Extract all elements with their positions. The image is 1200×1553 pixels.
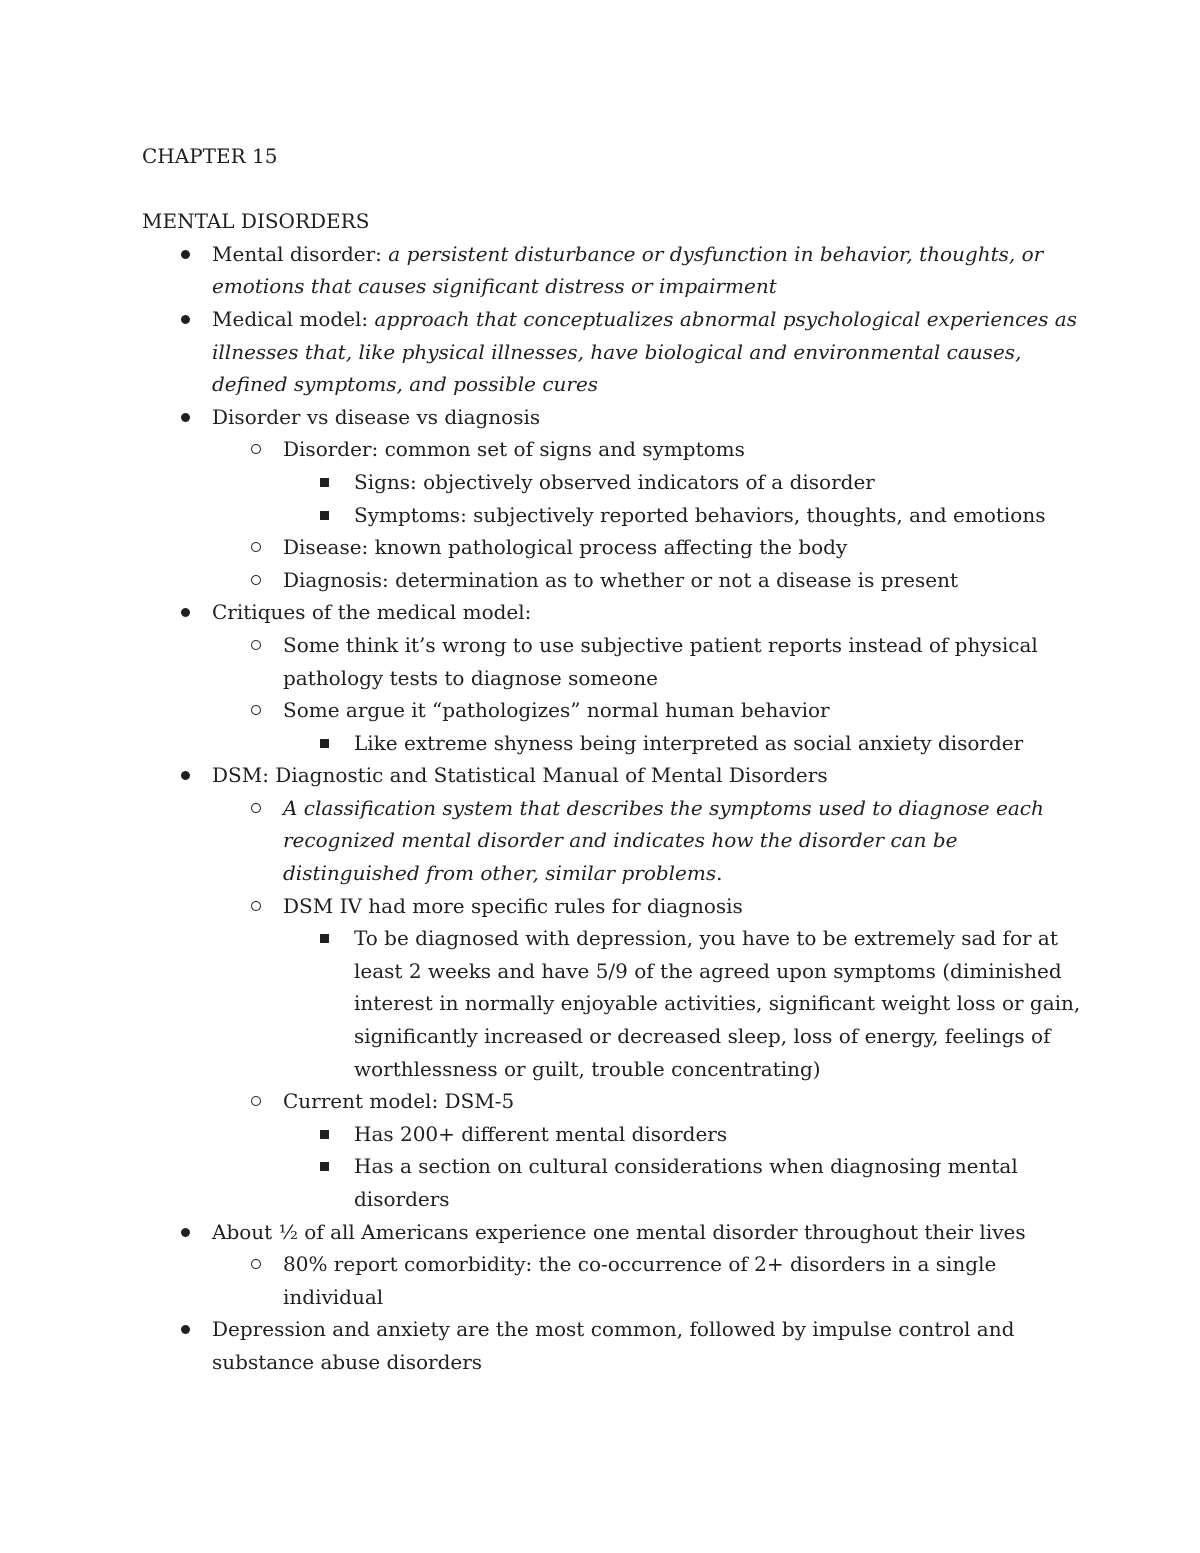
term-label: Medical model: [212, 306, 369, 331]
sub-sub-list [354, 1118, 1082, 1216]
sub-sub-item-signs: Signs: objectively observed indicators of a disorder [283, 466, 1082, 499]
sub-sub-item-symptoms: Symptoms: subjectively reported behaviors, thoughts, and emotions [283, 499, 1082, 532]
list-item-text: Disorder vs disease vs diagnosis [212, 404, 541, 429]
dsm-definition-period: . [716, 861, 723, 886]
sub-sub-list [354, 466, 1082, 531]
sub-item-pathologizes [212, 694, 1082, 759]
list-item-prevalence [142, 1216, 1082, 1314]
list-item-mental-disorder [142, 238, 1082, 303]
list-item-text: About ½ of all Americans experience one mental disorder throughout their lives [212, 1219, 1026, 1244]
sub-sub-item-depression-criteria: To be diagnosed with depression, you have to be extremely sad for at least 2 weeks and have 5/9 of the agreed upon symptoms (diminished interest in normally enjoyable activities, significant weight loss or gain, significantly increased or decreased sleep, loss of energy, feelings of worthlessness or guilt, trouble concentrating) [283, 922, 1082, 1085]
sub-item-comorbidity: 80% report comorbidity: the co-occurrence of 2+ disorders in a single individual [212, 1248, 1082, 1313]
sub-item-dsm-definition [212, 792, 1082, 890]
sub-item-diagnosis: Diagnosis: determination as to whether or not a disease is present [212, 564, 1082, 597]
list-item-text: Disorder: common set of signs and symptoms [283, 437, 745, 462]
term-definition: approach that conceptualizes abnormal psychological experiences as illnesses that, like physical illnesses, have biological and environmental causes, defined symptoms, and possible cures [212, 306, 1077, 397]
list-item-text: DSM: Diagnostic and Statistical Manual of Mental Disorders [212, 763, 828, 788]
document-body [142, 140, 1082, 1379]
list-item-text: Current model: DSM-5 [283, 1089, 515, 1114]
term-definition: a persistent disturbance or dysfunction in behavior, thoughts, or emotions that causes significant distress or impairment [212, 241, 1044, 299]
list-item-dsm [142, 759, 1082, 1215]
sub-list [282, 1248, 1082, 1313]
list-item-disorder-vs [142, 401, 1082, 597]
section-title: MENTAL DISORDERS [142, 209, 370, 234]
list-item-most-common: Depression and anxiety are the most common, followed by impulse control and substance abuse disorders [142, 1313, 1082, 1378]
sub-item-subjective-reports: Some think it’s wrong to use subjective patient reports instead of physical pathology tests to diagnose someone [212, 629, 1082, 694]
chapter-heading: CHAPTER 15 [142, 144, 278, 168]
main-bullet-list [142, 238, 1082, 1379]
sub-item-dsm-iv [212, 890, 1082, 1086]
list-item-medical-model [142, 303, 1082, 401]
sub-sub-list [354, 727, 1082, 760]
list-item-critiques [142, 596, 1082, 759]
sub-sub-list [354, 922, 1082, 1085]
sub-item-disorder [212, 433, 1082, 531]
dsm-definition-text: A classification system that describes the symptoms used to diagnose each recognized mental disorder and indicates how the disorder can be distinguished from other, similar problems [283, 795, 1044, 886]
sub-list [282, 792, 1082, 1216]
sub-list [282, 629, 1082, 759]
list-item-text: Critiques of the medical model: [212, 600, 532, 625]
sub-item-current-model [212, 1085, 1082, 1215]
sub-list [282, 433, 1082, 596]
sub-sub-item-cultural-section: Has a section on cultural considerations when diagnosing mental disorders [283, 1150, 1082, 1215]
sub-item-disease: Disease: known pathological process affecting the body [212, 531, 1082, 564]
sub-sub-item-shyness: Like extreme shyness being interpreted as social anxiety disorder [283, 727, 1082, 760]
term-label: Mental disorder: [212, 241, 382, 266]
sub-sub-item-200-disorders: Has 200+ different mental disorders [283, 1118, 1082, 1151]
list-item-text: Some argue it “pathologizes” normal human behavior [283, 698, 830, 723]
blank-line [142, 173, 1082, 206]
list-item-text: DSM IV had more specific rules for diagnosis [283, 893, 743, 918]
